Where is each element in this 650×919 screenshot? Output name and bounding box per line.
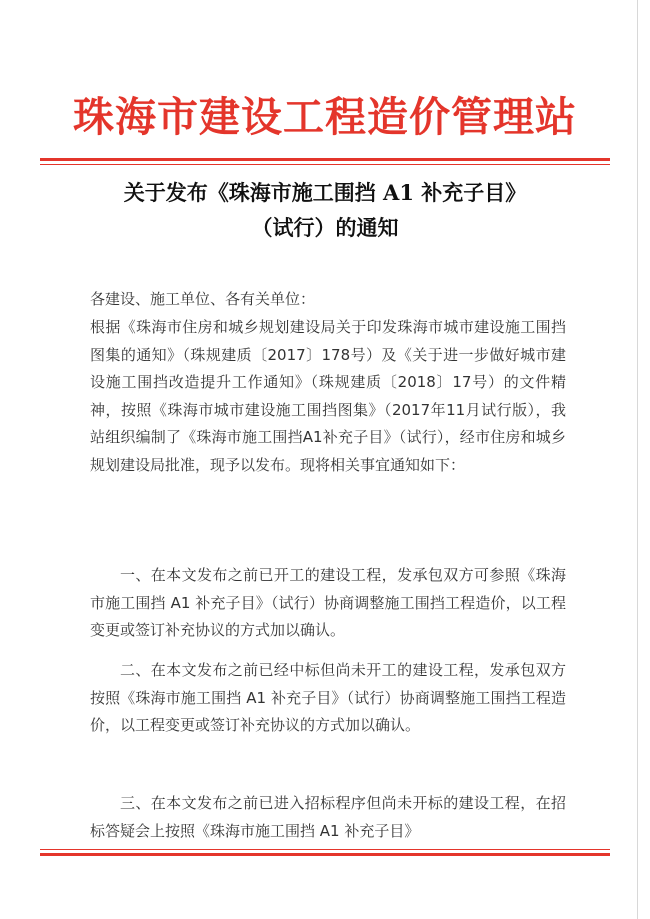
organization-header: 珠海市建设工程造价管理站 xyxy=(73,93,577,141)
header-rule-thin xyxy=(40,164,610,165)
item-one-paragraph: 一、在本文发布之前已开工的建设工程，发承包双方可参照《珠海市施工围挡 A1 补充子目》（试行）协商调整施工围挡工程造价，以工程变更或签订补充协议的方式加以确认。 xyxy=(90,566,566,639)
notice-title-line2: （试行）的通知 xyxy=(251,215,399,240)
item-three-paragraph: 三、在本文发布之前已进入招标程序但尚未开标的建设工程，在招标答疑会上按照《珠海市施工围挡 A1 补充子目》 xyxy=(90,794,566,840)
footer-rule-thick xyxy=(40,853,610,856)
notice-title-line1: 关于发布《珠海市施工围挡 A1 补充子目》 xyxy=(123,180,527,205)
header-rule-thick xyxy=(40,158,610,161)
main-paragraph: 根据《珠海市住房和城乡规划建设局关于印发珠海市城市建设施工围挡图集的通知》（珠规建质〔2017〕178号）及《关于进一步做好城市建设施工围挡改造提升工作通知》（珠规建质〔2018〕17号）的文件精神，按照《珠海市城市建设施工围挡图集》（2017年11月试行版），我站组织编制了《珠海市施工围挡A1补充子目》（试行），经市住房和城乡规划建设局批准，现予以发布。现将相关事宜通知如下： xyxy=(90,318,566,474)
footer-rule-thin xyxy=(40,849,610,850)
item-two-paragraph: 二、在本文发布之前已经中标但尚未开工的建设工程，发承包双方按照《珠海市施工围挡 A1 补充子目》（试行）协商调整施工围挡工程造价，以工程变更或签订补充协议的方式加以确认。 xyxy=(90,661,566,734)
salutation: 各建设、施工单位、各有关单位： xyxy=(90,290,316,308)
